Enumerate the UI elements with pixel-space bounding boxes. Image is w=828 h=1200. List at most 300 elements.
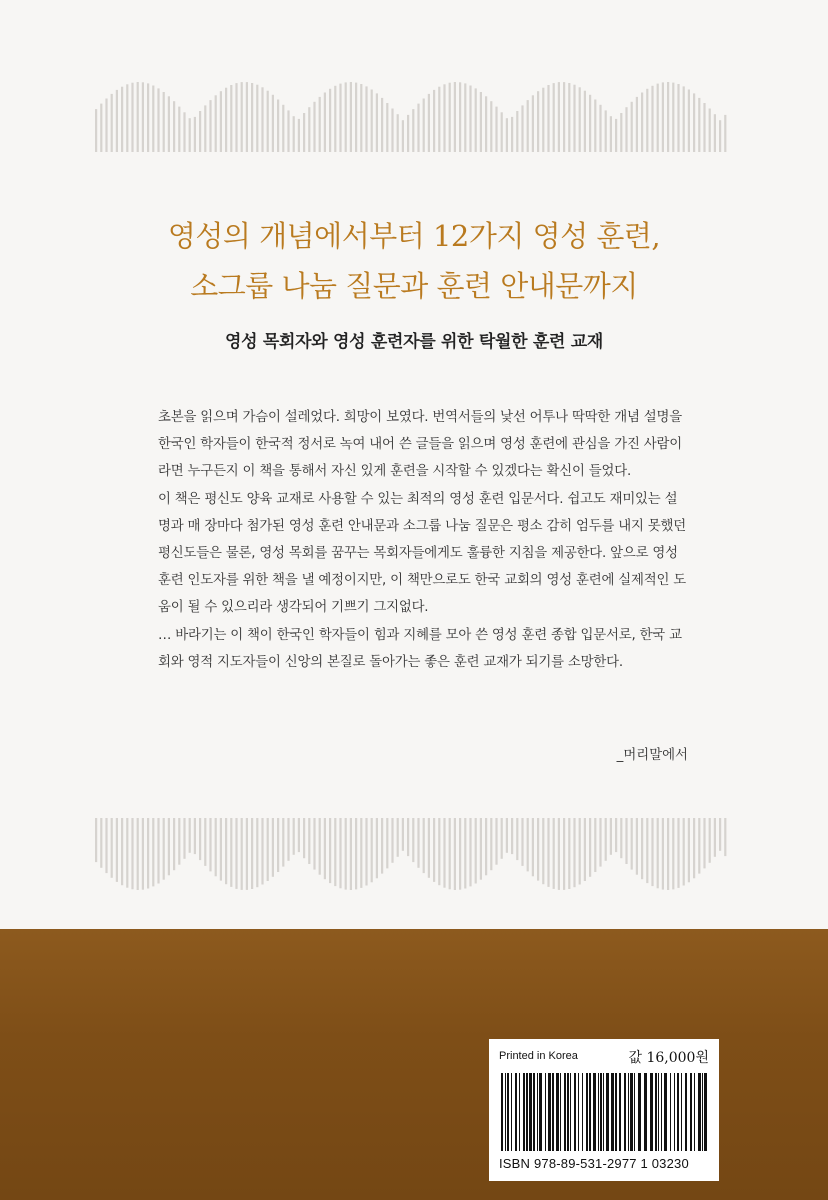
stripe-bar — [209, 818, 211, 871]
stripe-bar — [485, 818, 487, 875]
stripe-bar — [464, 818, 466, 889]
stripe-bar — [261, 87, 263, 152]
stripe-bar — [443, 818, 445, 888]
stripe-bar — [199, 818, 201, 860]
stripe-bar — [693, 93, 695, 152]
barcode-bar — [655, 1073, 657, 1151]
stripe-bar — [287, 110, 289, 152]
barcode-bar — [681, 1073, 682, 1151]
barcode-bar — [628, 1073, 629, 1151]
stripe-bar — [625, 818, 627, 864]
stripe-bar — [605, 818, 607, 861]
body-paragraph: 초본을 읽으며 가슴이 설레었다. 희망이 보였다. 번역서들의 낯선 어투나 딱딱한 개념 설명을 한국인 학자들이 한국적 정서로 녹여 내어 쓴 글들을 읽으며 영성 훈련에 관심을 가진 사람이라면 누구든지 이 책을 통해서 자신 있게 훈련을 시작할 수 있겠다는 확신이 들었다. — [158, 410, 682, 480]
barcode-bar — [702, 1073, 703, 1151]
barcode-bar — [519, 1073, 520, 1151]
barcode-icon — [499, 1073, 709, 1153]
stripe-bar — [631, 818, 633, 870]
stripe-bar — [293, 116, 295, 152]
stripe-bar — [360, 84, 362, 152]
barcode-bar — [638, 1073, 641, 1151]
barcode-bar — [685, 1073, 687, 1151]
stripe-bar — [178, 818, 180, 865]
stripe-bar — [464, 83, 466, 152]
stripe-bar — [267, 91, 269, 152]
stripe-bar — [95, 109, 97, 152]
stripe-bar — [251, 83, 253, 152]
barcode-bar — [523, 1073, 525, 1151]
stripe-bar — [631, 102, 633, 152]
stripe-bar — [501, 112, 503, 152]
barcode-bar — [515, 1073, 517, 1151]
stripe-bar — [636, 818, 638, 875]
stripe-bar — [563, 82, 565, 152]
stripe-bar — [131, 83, 133, 152]
stripe-bar — [412, 109, 414, 152]
stripe-bar — [516, 818, 518, 860]
stripe-bar — [563, 818, 565, 890]
stripe-bar — [724, 115, 726, 152]
stripe-bar — [277, 818, 279, 872]
stripe-bar — [173, 818, 175, 870]
stripe-bar — [620, 818, 622, 858]
stripe-bar — [537, 818, 539, 881]
headline-line-2: 소그룹 나눔 질문과 훈련 안내문까지 — [190, 269, 638, 303]
stripe-bar — [579, 818, 581, 885]
stripe-bar — [573, 85, 575, 152]
barcode-bar — [658, 1073, 659, 1151]
stripe-bar — [407, 818, 409, 856]
stripe-bar — [542, 88, 544, 152]
stripe-bar — [355, 818, 357, 889]
body-paragraph: … 바라기는 이 책이 한국인 학자들이 힘과 지혜를 모아 쓴 영성 훈련 종합 입문서로, 한국 교회와 영적 지도자들이 신앙의 본질로 돌아가는 좋은 훈련 교재가 되기를 소망한다. — [158, 627, 682, 670]
stripe-bar — [719, 120, 721, 152]
stripe-bar — [698, 818, 700, 874]
stripe-bar — [137, 818, 139, 890]
stripe-bar — [620, 113, 622, 152]
stripe-bar — [641, 818, 643, 879]
stripe-bar — [215, 818, 217, 876]
barcode-bar — [574, 1073, 576, 1151]
stripe-bar — [428, 818, 430, 878]
barcode-bar — [670, 1073, 671, 1151]
isbn-number: ISBN 978-89-531-2977 1 03230 — [499, 1156, 689, 1171]
stripe-bar — [615, 818, 617, 852]
barcode-bar — [586, 1073, 588, 1151]
stripe-bar — [709, 109, 711, 153]
stripe-bar — [599, 818, 601, 867]
barcode-bar — [615, 1073, 617, 1151]
stripe-bar — [282, 818, 284, 867]
stripe-bar — [391, 109, 393, 153]
stripe-bar — [386, 818, 388, 868]
stripe-bar — [241, 818, 243, 890]
barcode-bar — [593, 1073, 596, 1151]
barcode-bar — [589, 1073, 591, 1151]
stripe-bar — [501, 818, 503, 859]
stripe-bar — [672, 83, 674, 152]
stripe-bar — [521, 818, 523, 866]
stripe-bar — [402, 818, 404, 851]
stripe-bar — [111, 94, 113, 152]
stripe-bar — [438, 818, 440, 885]
decorative-stripe-pattern-top — [95, 82, 735, 152]
stripe-bar — [610, 116, 612, 152]
stripe-bar — [475, 88, 477, 152]
body-paragraph: 이 책은 평신도 양육 교재로 사용할 수 있는 최적의 영성 훈련 입문서다. 쉽고도 재미있는 설명과 매 장마다 첨가된 영성 훈련 안내문과 소그룹 나눔 질문은 평소 감히 엄두를 내지 못했던 평신도들은 물론, 영성 목회를 꿈꾸는 목회자들에게도 훌륭한 지침을 제공한다. 앞으로 영성 훈련 인도자를 위한 책을 낼 예정이지만, 이 책만으로도 한국 교회의 영성 훈련에 실제적인 도움이 될 수 있으리라 생각되어 기쁘기 그지없다. — [158, 491, 686, 616]
stripe-bar — [605, 110, 607, 152]
printed-in-label: Printed in Korea — [499, 1050, 578, 1062]
stripe-bar — [709, 818, 711, 863]
stripe-bar — [480, 92, 482, 152]
barcode-bar — [634, 1073, 635, 1151]
stripe-bar — [272, 818, 274, 877]
barcode-bar — [674, 1073, 675, 1151]
stripe-bar — [100, 104, 102, 152]
stripe-bar — [547, 818, 549, 887]
stripe-bar — [339, 84, 341, 152]
stripe-bar — [235, 818, 237, 889]
decorative-stripe-pattern-bottom — [95, 818, 735, 890]
stripe-bar — [329, 818, 331, 883]
stripe-bar — [121, 87, 123, 152]
barcode-bar — [582, 1073, 583, 1151]
stripe-bar — [324, 818, 326, 879]
stripe-bar — [147, 818, 149, 889]
barcode-bar — [624, 1073, 626, 1151]
stripe-bar — [610, 818, 612, 855]
stripe-bar — [703, 103, 705, 152]
stripe-bar — [423, 99, 425, 153]
stripe-bar — [215, 95, 217, 152]
stripe-bar — [376, 818, 378, 878]
stripe-bar — [204, 105, 206, 152]
stripe-bar — [157, 88, 159, 152]
stripe-bar — [116, 818, 118, 882]
stripe-bar — [355, 83, 357, 152]
stripe-bar — [568, 818, 570, 889]
stripe-bar — [381, 98, 383, 152]
stripe-bar — [303, 818, 305, 858]
stripe-bar — [641, 93, 643, 153]
stripe-bar — [173, 101, 175, 152]
stripe-bar — [568, 83, 570, 152]
barcode-bar — [694, 1073, 695, 1151]
stripe-bar — [662, 82, 664, 152]
stripe-bar — [365, 86, 367, 152]
stripe-bar — [657, 818, 659, 888]
stripe-bar — [454, 818, 456, 890]
stripe-bar — [371, 818, 373, 882]
stripe-bar — [506, 118, 508, 152]
barcode-bar — [567, 1073, 569, 1151]
stripe-bar — [667, 82, 669, 152]
stripe-bar — [594, 818, 596, 872]
stripe-bar — [677, 818, 679, 888]
stripe-bar — [142, 82, 144, 152]
barcode-bar — [664, 1073, 667, 1151]
stripe-bar — [584, 818, 586, 881]
stripe-bar — [506, 818, 508, 853]
stripe-bar — [298, 818, 300, 852]
stripe-bar — [485, 96, 487, 152]
stripe-bar — [459, 82, 461, 152]
stripe-bar — [391, 818, 393, 863]
stripe-bar — [282, 105, 284, 152]
stripe-bar — [646, 89, 648, 152]
stripe-bar — [594, 100, 596, 153]
stripe-bar — [116, 90, 118, 152]
stripe-bar — [714, 114, 716, 152]
barcode-bar — [501, 1073, 503, 1151]
barcode-bar — [606, 1073, 609, 1151]
stripe-bar — [703, 818, 705, 868]
barcode-bar — [537, 1073, 538, 1151]
stripe-bar — [345, 818, 347, 890]
stripe-bar — [443, 84, 445, 152]
barcode-bar — [644, 1073, 647, 1151]
stripe-bar — [152, 86, 154, 153]
barcode-bar — [564, 1073, 566, 1151]
stripe-bar — [147, 83, 149, 152]
stripe-bar — [126, 84, 128, 152]
stripe-bar — [553, 818, 555, 889]
stripe-bar — [256, 818, 258, 887]
stripe-bar — [651, 818, 653, 886]
stripe-bar — [267, 818, 269, 881]
stripe-bar — [683, 86, 685, 152]
barcode-bar — [600, 1073, 602, 1151]
stripe-bar — [272, 95, 274, 152]
stripe-bar — [194, 117, 196, 152]
stripe-bar — [677, 84, 679, 152]
stripe-bar — [251, 818, 253, 889]
stripe-bar — [157, 818, 159, 884]
stripe-bar — [724, 818, 726, 856]
stripe-bar — [246, 818, 248, 890]
barcode-bar — [556, 1073, 559, 1151]
stripe-bar — [537, 91, 539, 152]
stripe-bar — [168, 96, 170, 152]
stripe-bar — [490, 818, 492, 870]
stripe-bar — [698, 98, 700, 152]
stripe-bar — [105, 818, 107, 873]
barcode-label — [489, 1039, 719, 1181]
stripe-bar — [131, 818, 133, 889]
stripe-bar — [209, 100, 211, 152]
stripe-bar — [308, 818, 310, 864]
stripe-bar — [495, 107, 497, 152]
stripe-bar — [521, 105, 523, 152]
stripe-bar — [183, 112, 185, 152]
barcode-bar — [533, 1073, 535, 1151]
barcode-bar — [529, 1073, 532, 1151]
stripe-bar — [480, 818, 482, 880]
stripe-bar — [105, 99, 107, 153]
stripe-bar — [469, 86, 471, 153]
stripe-bar — [183, 818, 185, 859]
stripe-bar — [490, 101, 492, 152]
stripe-bar — [339, 818, 341, 888]
barcode-bar — [570, 1073, 571, 1151]
barcode-bar — [704, 1073, 707, 1151]
stripe-bar — [511, 117, 513, 152]
stripe-bar — [527, 818, 529, 871]
stripe-bar — [428, 94, 430, 152]
barcode-bar — [560, 1073, 561, 1151]
stripe-bar — [381, 818, 383, 874]
stripe-bar — [397, 818, 399, 857]
stripe-bar — [220, 818, 222, 881]
barcode-bar — [552, 1073, 554, 1151]
stripe-bar — [417, 818, 419, 868]
stripe-bar — [334, 818, 336, 886]
stripe-bar — [360, 818, 362, 888]
stripe-bar — [371, 90, 373, 153]
stripe-bar — [589, 818, 591, 877]
stripe-bar — [220, 91, 222, 152]
stripe-bar — [350, 82, 352, 152]
stripe-bar — [449, 818, 451, 889]
stripe-bar — [584, 91, 586, 152]
stripe-bar — [277, 100, 279, 153]
stripe-bar — [287, 818, 289, 861]
stripe-bar — [163, 818, 165, 880]
stripe-bar — [651, 86, 653, 152]
stripe-bar — [121, 818, 123, 885]
stripe-bar — [324, 93, 326, 153]
barcode-bar — [619, 1073, 621, 1151]
stripe-bar — [334, 86, 336, 152]
barcode-bar — [545, 1073, 546, 1151]
barcode-bar — [511, 1073, 512, 1151]
stripe-bar — [688, 90, 690, 153]
stripe-bar — [511, 818, 513, 854]
stripe-bar — [402, 120, 404, 152]
stripe-bar — [516, 111, 518, 152]
stripe-bar — [225, 88, 227, 152]
stripe-bar — [298, 119, 300, 152]
stripe-bar — [241, 82, 243, 152]
stripe-bar — [319, 97, 321, 152]
stripe-bar — [672, 818, 674, 889]
stripe-bar — [230, 85, 232, 152]
barcode-bar — [611, 1073, 614, 1151]
stripe-bar — [365, 818, 367, 886]
stripe-bar — [625, 107, 627, 152]
stripe-bar — [542, 818, 544, 884]
source-attribution: _머리말에서 — [616, 748, 688, 763]
stripe-bar — [246, 82, 248, 152]
stripe-bar — [308, 107, 310, 152]
barcode-bar — [505, 1073, 506, 1151]
stripe-bar — [532, 818, 534, 876]
stripe-bar — [397, 114, 399, 152]
barcode-bar — [526, 1073, 528, 1151]
stripe-bar — [376, 93, 378, 152]
stripe-bar — [714, 818, 716, 857]
stripe-bar — [558, 82, 560, 152]
stripe-bar — [350, 818, 352, 890]
barcode-bar — [630, 1073, 633, 1151]
stripe-bar — [261, 818, 263, 885]
stripe-bar — [168, 818, 170, 875]
stripe-bar — [449, 83, 451, 152]
stripe-bar — [225, 818, 227, 884]
barcode-bar — [677, 1073, 679, 1151]
stripe-bar — [459, 818, 461, 890]
stripe-bar — [547, 85, 549, 152]
stripe-bar — [204, 818, 206, 866]
stripe-bar — [657, 84, 659, 152]
stripe-bar — [256, 85, 258, 152]
headline-line-1: 영성의 개념에서부터 12가지 영성 훈련, — [167, 219, 661, 253]
stripe-bar — [230, 818, 232, 887]
stripe-bar — [111, 818, 113, 878]
stripe-bar — [454, 82, 456, 152]
stripe-bar — [573, 818, 575, 887]
stripe-bar — [137, 82, 139, 152]
stripe-bar — [667, 818, 669, 890]
stripe-bar — [532, 95, 534, 152]
stripe-bar — [319, 818, 321, 875]
price-label: 값 16,000원 — [628, 1050, 709, 1066]
stripe-bar — [313, 102, 315, 152]
stripe-bar — [126, 818, 128, 888]
stripe-bar — [189, 118, 191, 152]
stripe-bar — [636, 97, 638, 152]
stripe-bar — [438, 87, 440, 152]
subtitle: 영성 목회자와 영성 훈련자를 위한 탁월한 훈련 교재 — [225, 332, 603, 352]
stripe-bar — [194, 818, 196, 854]
stripe-bar — [178, 107, 180, 152]
stripe-bar — [662, 818, 664, 890]
stripe-bar — [475, 818, 477, 884]
barcode-bar — [690, 1073, 692, 1151]
barcode-bar — [698, 1073, 701, 1151]
stripe-bar — [615, 119, 617, 152]
stripe-bar — [688, 818, 690, 882]
barcode-bar — [578, 1073, 579, 1151]
stripe-bar — [163, 92, 165, 152]
stripe-bar — [293, 818, 295, 855]
barcode-bar — [507, 1073, 509, 1151]
stripe-bar — [199, 111, 201, 152]
stripe-bar — [495, 818, 497, 865]
stripe-bar — [719, 818, 721, 851]
stripe-bar — [683, 818, 685, 886]
barcode-bar — [603, 1073, 604, 1151]
stripe-bar — [329, 89, 331, 152]
stripe-bar — [599, 105, 601, 152]
stripe-bar — [553, 83, 555, 152]
barcode-bar — [548, 1073, 551, 1151]
stripe-bar — [152, 818, 154, 886]
stripe-bar — [527, 100, 529, 152]
barcode-bar — [650, 1073, 653, 1151]
stripe-bar — [100, 818, 102, 868]
stripe-bar — [433, 818, 435, 882]
stripe-bar — [579, 87, 581, 152]
stripe-bar — [303, 113, 305, 152]
stripe-bar — [646, 818, 648, 883]
stripe-bar — [189, 818, 191, 853]
stripe-bar — [693, 818, 695, 878]
stripe-bar — [423, 818, 425, 873]
barcode-bar — [661, 1073, 662, 1151]
stripe-bar — [142, 818, 144, 890]
barcode-bar — [598, 1073, 599, 1151]
stripe-bar — [95, 818, 97, 862]
